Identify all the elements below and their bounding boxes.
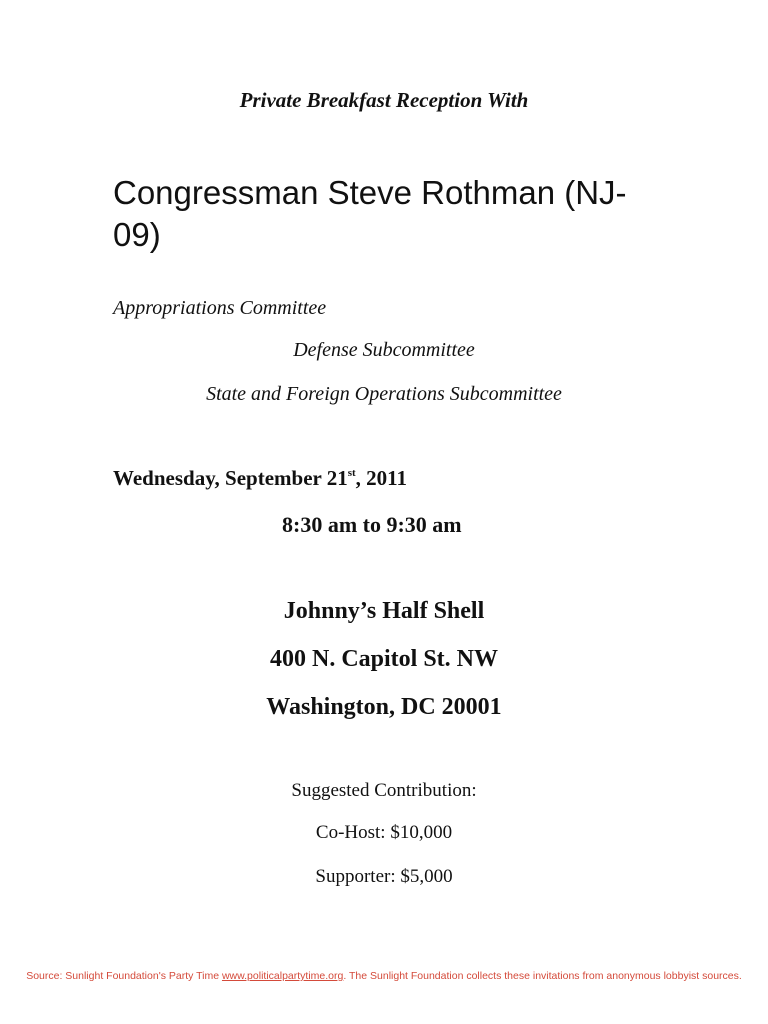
source-link[interactable]: www.politicalpartytime.org — [221, 970, 344, 982]
source-footer — [0, 970, 768, 982]
source-prefix: Source: Sunlight Foundation's Party Time — [26, 970, 222, 982]
venue-street: 400 N. Capitol St. NW — [269, 646, 498, 672]
venue-name: Johnny’s Half Shell — [283, 598, 485, 624]
date-main: Wednesday, September 21 — [113, 466, 348, 490]
source-suffix: . The Sunlight Foundation collects these invitations from anonymous lobbyist sources. — [343, 970, 742, 982]
subcommittee-defense — [0, 339, 768, 362]
venue-city: Washington, DC 20001 — [266, 694, 502, 720]
event-date — [113, 466, 407, 491]
congressman-name: Congressman Steve Rothman (NJ-09) — [113, 174, 627, 253]
event-time: 8:30 am to 9:30 am — [282, 512, 462, 537]
contribution-heading: Suggested Contribution: — [291, 780, 477, 801]
date-ordinal: st — [347, 467, 356, 479]
event-tagline: Private Breakfast Reception With — [239, 88, 529, 112]
committee-name: Appropriations Committee — [113, 297, 327, 319]
contribution-cohost: Co-Host: $10,000 — [315, 822, 453, 843]
subcommittee-label: State and Foreign Operations Subcommittee — [206, 383, 562, 405]
subcommittee-label: Defense Subcommittee — [293, 339, 475, 361]
date-year: , 2011 — [355, 466, 408, 490]
subcommittee-state-foreign — [0, 383, 768, 406]
contribution-supporter: Supporter: $5,000 — [315, 866, 453, 887]
